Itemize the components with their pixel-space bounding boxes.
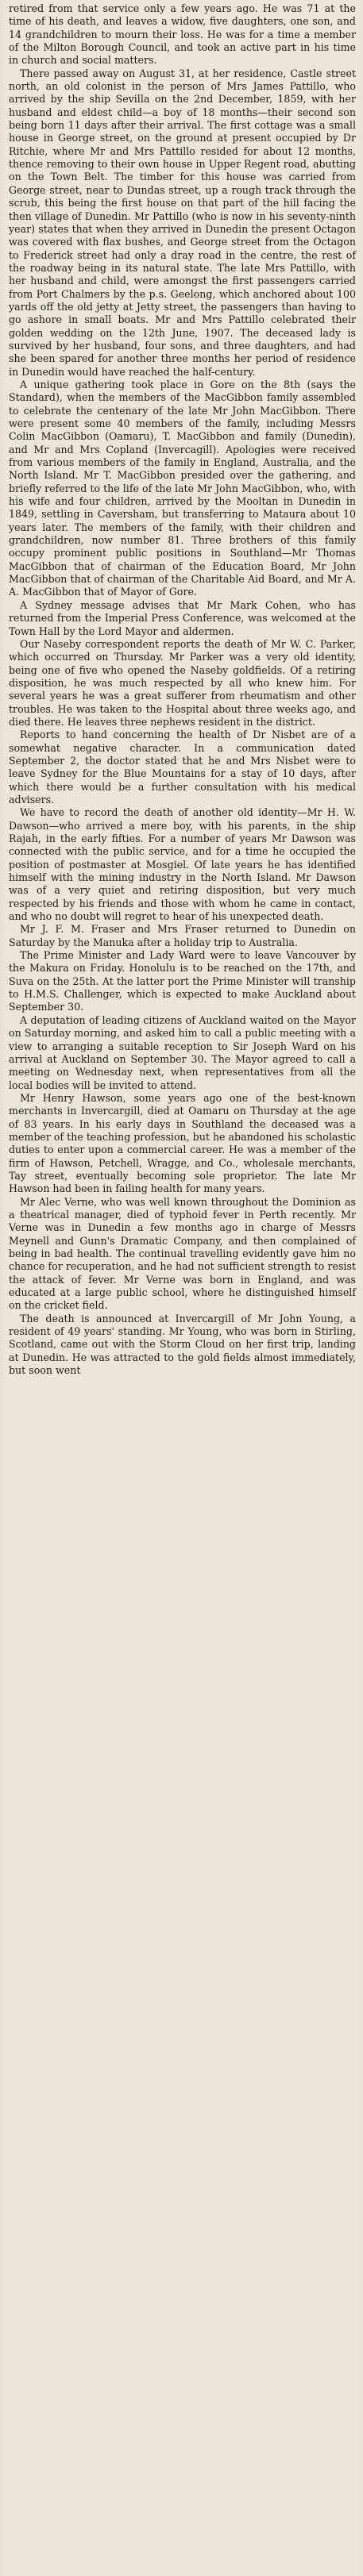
paragraph-prime-minister-travel: The Prime Minister and Lady Ward were to leave Vancouver by the Makura on Friday. Honolulu is to be reached on the 17th, and Suva on the 25th. At the latter port the Prime Minister will tranship to H.M.S. Challenger, which is expected to make Auckland about September 30. [9, 949, 356, 1013]
paragraph-parker-obituary: Our Naseby correspondent reports the death of Mr W. C. Parker, which occurred on Thursday. Mr Parker was a very old identity, being one of five who opened the Naseby goldfields. Of a retiring disposition, he was much respected by all who knew him. For several years he was a great sufferer from rheumatism and other troubles. He was taken to the Hospital about three weeks ago, and died there. He leaves three nephews resident in the district. [9, 637, 356, 728]
paragraph-auckland-deputation: A deputation of leading citizens of Auckland waited on the Mayor on Saturday morning, and asked him to call a public meeting with a view to arranging a suitable reception to Sir Joseph Ward on his arrival at Auckland on September 30. The Mayor agreed to call a meeting on Wednesday next, when representatives from all the local bodies will be invited to attend. [9, 1013, 356, 1091]
paragraph-dawson-obituary: We have to record the death of another old identity—Mr H. W. Dawson—who arrived a mere boy, with his parents, in the ship Rajah, in the early fifties. For a number of years Mr Dawson was connected with the public service, and for a time he occupied the position of postmaster at Mosgiel. Of late years he has identified himself with the mining industry in the North Island. Mr Dawson was of a very quiet and retiring disposition, but very much respected by his friends and those with whom he came in contact, and who no doubt will regret to hear of his unexpected death. [9, 806, 356, 923]
paragraph-pattillo-obituary: There passed away on August 31, at her residence, Castle street north, an old colonist in the person of Mrs James Pattillo, who arrived by the ship Sevilla on the 2nd December, 1859, with her husband and eldest child—a boy of 18 months—their second son being born 11 days after their arrival. The first cottage was a small house in George street, on the ground at present occupied by Dr Ritchie, where Mr and Mrs Pattillo resided for about 12 months, thence removing to their own house in Upper Regent road, abutting on the Town Belt. The timber for this house was carried from George street, near to Dundas street, up a rough track through the scrub, this being the first house on that part of the hill facing the then village of Dunedin. Mr Pattillo (who is now in his seventy-ninth year) states that when they arrived in Dunedin the present Octagon was covered with flax bushes, and George street from the Octagon to Frederick street had only a dray road in the centre, the rest of the roadway being in its natural state. The late Mrs Pattillo, with her husband and child, were amongst the first passengers carried from Port Chalmers by the p.s. Geelong, which anchored about 100 yards off the old jetty at Jetty street, the passengers than having to go ashore in small boats. Mr and Mrs Pattillo celebrated their golden wedding on the 12th June, 1907. The deceased lady is survived by her husband, four sons, and three daughters, and had she been spared for another three months her period of residence in Dunedin would have reached the half-century. [9, 67, 356, 378]
paragraph-mark-cohen: A Sydney message advises that Mr Mark Cohen, who has returned from the Imperial Press Conference, was welcomed at the Town Hall by the Lord Mayor and aldermen. [9, 598, 356, 637]
paragraph-verne-obituary: Mr Alec Verne, who was well known throughout the Dominion as a theatrical manager, died of typhoid fever in Perth recently. Mr Verne was in Dunedin a few months ago in charge of Messrs Meynell and Gunn's Dramatic Company, and then complained of being in bad health. The continual travelling evidently gave him no chance for recuperation, and he had not sufficient strength to resist the attack of fever. Mr Verne was born in England, and was educated at a large public school, where he distinguished himself on the cricket field. [9, 1195, 356, 1312]
paragraph-nisbet-health: Reports to hand concerning the health of Dr Nisbet are of a somewhat negative character. In a communication dated September 2, the doctor stated that he and Mrs Nisbet were to leave Sydney for the Blue Mountains for a stay of 10 days, after which there would be a further consultation with his medical advisers. [9, 729, 356, 805]
paragraph-hawson-obituary: Mr Henry Hawson, some years ago one of the best-known merchants in Invercargill, died at Oamaru on Thursday at the age of 83 years. In his early days in Southland the deceased was a member of the teaching profession, but he abandoned his scholastic duties to enter upon a commercial career. He was a member of the firm of Hawson, Petchell, Wragge, and Co., wholesale merchants, Tay street, eventually becoming sole proprietor. The late Mr Hawson had been in failing health for many years. [9, 1091, 356, 1195]
paragraph-macgibbon-centenary: A unique gathering took place in Gore on the 8th (says the Standard), when the members of the MacGibbon family assembled to celebrate the centenary of the late Mr John MacGibbon. There were present some 40 members of the family, including Messrs Colin MacGibbon (Oamaru), T. MacGibbon and family (Dunedin), and Mr and Mrs Copland (Invercagill). Apologies were received from various members of the family in England, Australia, and the North Island. Mr T. MacGibbon presided over the gathering, and briefly referred to the life of the late Mr John MacGibbon, who, with his wife and four children, arrived by the Mooltan in Dunedin in 1849, settling in Caversham, but transferring to Mataura about 10 years later. The members of the family, with their children and grandchildren, now number 81. Three brothers of this family occupy prominent public positions in Southland—Mr Thomas MacGibbon that of chairman of the Education Board, Mr John MacGibbon that of chairman of the Charitable Aid Board, and Mr A. A. MacGibbon that of Mayor of Gore. [9, 378, 356, 598]
paragraph-milton-obituary: retired from that service only a few years ago. He was 71 at the time of his death, and leaves a widow, five daughters, one son, and 14 grandchildren to mourn their loss. He was for a time a member of the Milton Borough Council, and took an active part in his time in church and social matters. [9, 2, 356, 67]
newspaper-column [4, 0, 359, 2576]
paragraph-young-obituary: The death is announced at Invercargill of Mr John Young, a resident of 49 years' standing. Mr Young, who was born in Stirling, Scotland, came out with the Storm Cloud on her first trip, landing at Dunedin. He was attracted to the gold fields almost immediately, but soon went [9, 1312, 356, 1377]
paragraph-fraser-return: Mr J. F. M. Fraser and Mrs Fraser returned to Dunedin on Saturday by the Manuka after a holiday trip to Australia. [9, 923, 356, 948]
